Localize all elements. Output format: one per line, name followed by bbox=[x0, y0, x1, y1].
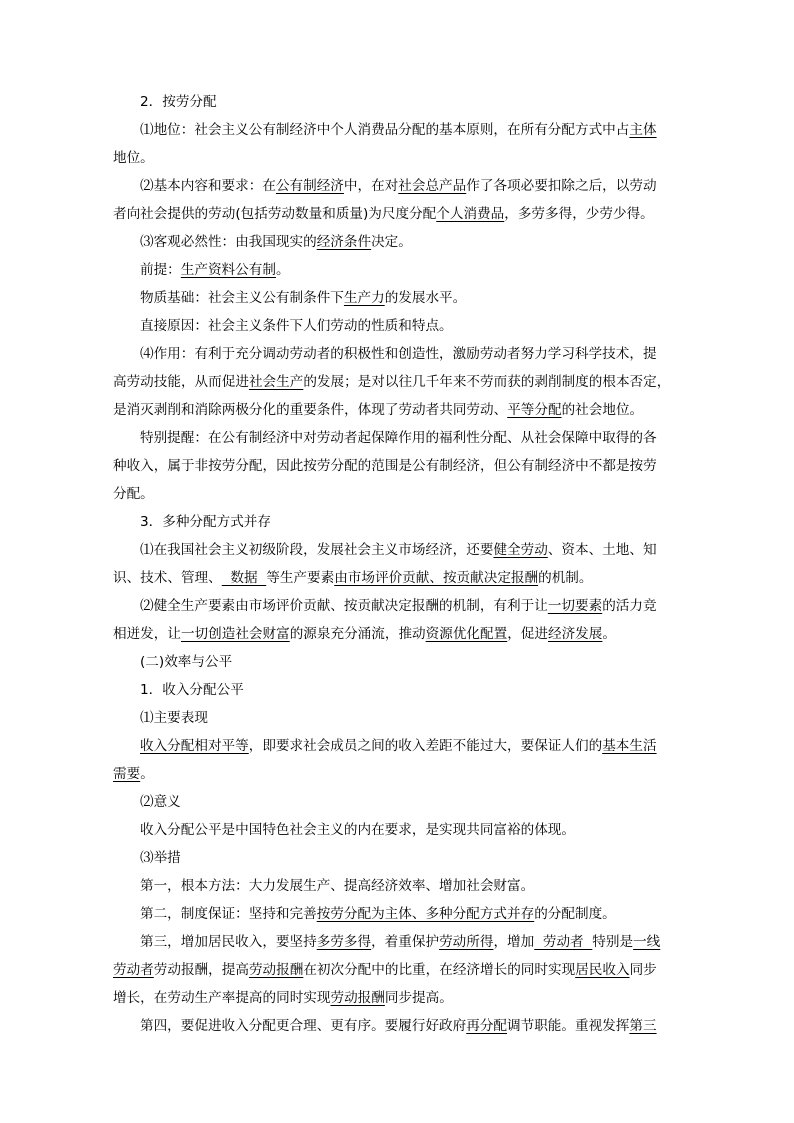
heading-1-income-fairness bbox=[113, 680, 244, 700]
text-run: 第二，制度保证：坚持和完善 bbox=[140, 906, 317, 922]
paragraph-line bbox=[113, 288, 466, 308]
underlined-answer: 个人消费品 bbox=[436, 206, 505, 222]
text-run: ⑴主要表现 bbox=[140, 710, 208, 726]
underlined-answer: 生产资料公有制 bbox=[180, 262, 276, 278]
paragraph-line bbox=[113, 120, 657, 140]
paragraph-line bbox=[113, 204, 654, 224]
text-run: 调节职能。重视发挥 bbox=[507, 1018, 630, 1034]
paragraph-line bbox=[113, 736, 657, 756]
paragraph-line bbox=[113, 176, 657, 196]
text-run: 增长，在劳动生产率提高的同时实现 bbox=[113, 990, 331, 1006]
text-run: 收入分配公平是中国特色社会主义的内在要求，是实现共同富裕的体现。 bbox=[140, 822, 575, 838]
paragraph-line bbox=[113, 540, 657, 560]
text-run: ⑴地位：社会主义公有制经济中个人消费品分配的基本原则，在所有分配方式中占 bbox=[140, 122, 630, 138]
heading-3-multiple-distribution bbox=[113, 512, 271, 532]
text-run: ⑷作用：有利于充分调动劳动者的积极性和创造性，激励劳动者努力学习科学技术，提 bbox=[140, 346, 657, 362]
paragraph-line bbox=[113, 876, 534, 896]
text-run: 者向社会提供的劳动(包括劳动数量和质量)为尺度分配 bbox=[113, 206, 437, 222]
text-run: ⑶举措 bbox=[140, 850, 181, 866]
text-run: 的活力竞 bbox=[602, 598, 657, 614]
underlined-answer: 劳动所得 bbox=[439, 934, 494, 950]
text-run: ，着重保护 bbox=[371, 934, 440, 950]
underlined-answer: 公有制经济 bbox=[275, 178, 344, 194]
text-run: 第一，根本方法：大力发展生产、提高经济效率、增加社会财富。 bbox=[140, 878, 535, 894]
text-run: 的机制。 bbox=[538, 570, 593, 586]
text-run: 地位。 bbox=[113, 150, 154, 166]
paragraph-line bbox=[113, 260, 290, 280]
text-run: ，促进 bbox=[507, 626, 548, 642]
underlined-answer: 需要 bbox=[113, 766, 141, 782]
underlined-blank: 数据 bbox=[221, 570, 267, 586]
paragraph-line bbox=[113, 456, 657, 476]
paragraph-line bbox=[113, 624, 616, 644]
text-run: 识、技术、管理、 bbox=[113, 570, 222, 586]
paragraph-line bbox=[113, 232, 412, 252]
text-run: 。 bbox=[275, 262, 290, 278]
underlined-answer: 由市场评价贡献、按贡献决定报酬 bbox=[334, 570, 539, 586]
text-run: ⑴在我国社会主义初级阶段，发展社会主义市场经济，还要 bbox=[140, 542, 494, 558]
underlined-answer: 健全劳动 bbox=[493, 542, 548, 558]
text-run: 决定。 bbox=[371, 234, 412, 250]
underlined-answer: 社会总产品 bbox=[398, 178, 467, 194]
text-run: 作了各项必要扣除之后，以劳动 bbox=[466, 178, 657, 194]
text-run: 高劳动技能，从而促进 bbox=[113, 374, 249, 390]
underlined-answer: 一切要素 bbox=[547, 598, 603, 614]
paragraph-line bbox=[113, 764, 154, 784]
paragraph-line bbox=[113, 316, 453, 336]
section-heading-efficiency-fairness bbox=[113, 652, 232, 672]
subheading-measures bbox=[113, 848, 181, 868]
text-run: 是消灭剥削和消除两极分化的重要条件，体现了劳动者共同劳动、 bbox=[113, 402, 508, 418]
text-run: ⑵意义 bbox=[140, 794, 181, 810]
paragraph-line bbox=[113, 932, 660, 952]
text-run: 的分配制度。 bbox=[534, 906, 616, 922]
text-run: ⑵基本内容和要求：在 bbox=[140, 178, 276, 194]
subheading-significance bbox=[113, 792, 181, 812]
underlined-answer: 多劳多得 bbox=[316, 934, 372, 950]
text-run: 物质基础：社会主义公有制条件下 bbox=[140, 290, 344, 306]
paragraph-line bbox=[113, 568, 592, 588]
text-run: 第四，要促进收入分配更合理、更有序。要履行好政府 bbox=[140, 1018, 467, 1034]
paragraph-line bbox=[113, 428, 657, 448]
text-run: 1．收入分配公平 bbox=[140, 682, 244, 698]
text-run: 、资本、土地、知 bbox=[547, 542, 657, 558]
text-run: 。 bbox=[140, 766, 154, 782]
text-run: 在初次分配中的比重，在经济增长的同时实现 bbox=[303, 962, 576, 978]
underlined-answer: 资源优化配置 bbox=[425, 626, 508, 642]
underlined-answer: 劳动报酬 bbox=[330, 990, 385, 1006]
text-run: 第三，增加居民收入，要坚持 bbox=[140, 934, 317, 950]
text-run: 的源泉充分涌流，推动 bbox=[289, 626, 426, 642]
paragraph-line bbox=[113, 596, 657, 616]
paragraph-line bbox=[113, 820, 575, 840]
text-run: 同步提高。 bbox=[384, 990, 453, 1006]
underlined-answer: 劳动报酬 bbox=[248, 962, 304, 978]
underlined-answer: 生产力 bbox=[343, 290, 385, 306]
text-run: (二)效率与公平 bbox=[140, 654, 233, 670]
text-run: 中，在对 bbox=[343, 178, 399, 194]
paragraph-line bbox=[113, 988, 453, 1008]
underlined-answer: 按劳分配为主体、多种分配方式并存 bbox=[316, 906, 535, 922]
underlined-answer: 主体 bbox=[629, 122, 657, 138]
text-run: 特别是 bbox=[592, 934, 634, 950]
subheading-main-manifestation bbox=[113, 708, 208, 728]
paragraph-line bbox=[113, 344, 657, 364]
text-run: 特别提醒：在公有制经济中对劳动者起保障作用的福利性分配、从社会保障中取得的各 bbox=[140, 430, 657, 446]
underlined-blank: 劳动者 bbox=[534, 934, 593, 950]
text-run: ，多劳多得，少劳少得。 bbox=[504, 206, 654, 222]
text-run: 直接原因：社会主义条件下人们劳动的性质和特点。 bbox=[140, 318, 453, 334]
text-run: 种收入，属于非按劳分配，因此按劳分配的范围是公有制经济，但公有制经济中不都是按劳 bbox=[113, 458, 657, 474]
underlined-answer: 基本生活 bbox=[602, 738, 657, 754]
underlined-answer: 收入分配相对平等 bbox=[140, 738, 249, 754]
paragraph-line bbox=[113, 148, 154, 168]
text-run: 3．多种分配方式并存 bbox=[140, 514, 271, 530]
text-run: ⑶客观必然性：由我国现实的 bbox=[140, 234, 317, 250]
text-run: 前提： bbox=[140, 262, 181, 278]
paragraph-line bbox=[113, 960, 657, 980]
underlined-answer: 再分配 bbox=[466, 1018, 508, 1034]
underlined-answer: 经济条件 bbox=[316, 234, 372, 250]
paragraph-line bbox=[113, 904, 616, 924]
paragraph-line bbox=[113, 372, 670, 392]
text-run: 的发展；是对以往几千年来不劳而获的剥削制度的根本否定， bbox=[303, 374, 671, 390]
text-run: 等生产要素 bbox=[266, 570, 335, 586]
paragraph-line bbox=[113, 400, 643, 420]
paragraph-line bbox=[113, 1016, 657, 1036]
underlined-answer: 居民收入 bbox=[575, 962, 630, 978]
text-run: 2．按劳分配 bbox=[140, 94, 217, 110]
underlined-answer: 第三 bbox=[629, 1018, 657, 1034]
text-run: 。 bbox=[602, 626, 616, 642]
text-run: 的发展水平。 bbox=[384, 290, 467, 306]
text-run: 劳动报酬，提高 bbox=[153, 962, 249, 978]
text-run: ，即要求社会成员之间的收入差距不能过大，要保证人们的 bbox=[248, 738, 603, 754]
heading-2-distribution-by-work bbox=[113, 92, 217, 112]
paragraph-line bbox=[113, 484, 154, 504]
underlined-answer: 经济发展 bbox=[548, 626, 603, 642]
text-run: 同步 bbox=[629, 962, 657, 978]
underlined-answer: 一线 bbox=[633, 934, 661, 950]
text-run: 的社会地位。 bbox=[561, 402, 644, 418]
text-run: 分配。 bbox=[113, 486, 154, 502]
underlined-answer: 平等分配 bbox=[507, 402, 562, 418]
text-run: ⑵健全生产要素由市场评价贡献、按贡献决定报酬的机制，有利于让 bbox=[140, 598, 548, 614]
text-run: ，增加 bbox=[493, 934, 535, 950]
underlined-answer: 社会生产 bbox=[248, 374, 304, 390]
underlined-answer: 劳动者 bbox=[113, 962, 154, 978]
text-run: 相迸发，让 bbox=[113, 626, 181, 642]
underlined-answer: 一切创造社会财富 bbox=[180, 626, 290, 642]
